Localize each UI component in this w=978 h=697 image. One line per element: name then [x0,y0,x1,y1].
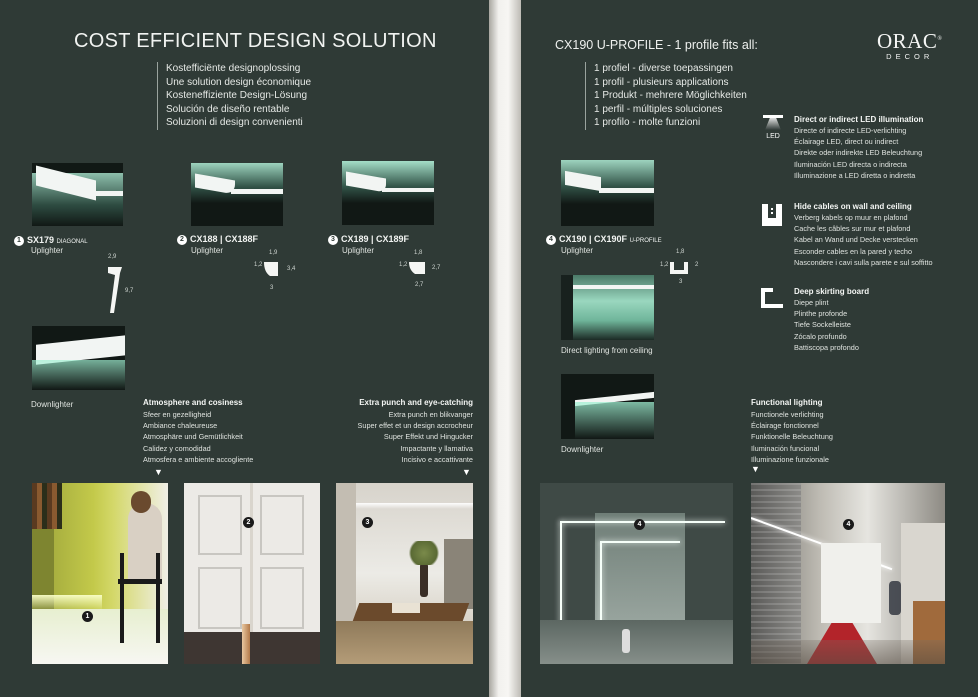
feature-text [794,212,933,268]
text-line: Zócalo profundo [794,331,847,341]
product-type: Uplighter [31,246,64,255]
product-type: Uplighter [342,246,375,255]
feature-heading: Deep skirting board [794,287,870,296]
product-code: CX188 | CX188F [190,234,259,244]
dimension-label: 1,2 [254,262,263,268]
product-label-cx190 [546,234,662,245]
product-code: SX179 [27,235,55,245]
product-image-cx190 [561,160,654,226]
photo-hallway-table [336,483,473,664]
photo-office-corridor [751,483,945,664]
downlighter-label: Downlighter [31,400,74,409]
dimension-label: 2,7 [432,265,441,271]
subtitle-line: Soluzioni di design convenienti [166,117,303,129]
product-image-sx179 [32,163,123,226]
functional-heading: Functional lighting [751,398,823,407]
text-line: Extra punch en blikvanger [388,410,473,419]
text-line: Diepe plint [794,298,829,307]
page-title: COST EFFICIENT DESIGN SOLUTION [74,30,437,52]
text-line: Plinthe profonde [794,309,848,319]
text-line: Super Effekt und Hingucker [383,432,473,442]
text-line: Cache les câbles sur mur et plafond [794,224,911,234]
subtitle-line: Solución de diseño rentable [166,103,290,115]
text-line: Iluminación funcional [751,443,820,453]
subtitle-line: 1 profilo - molte funzioni [594,117,701,129]
profile-section-cx190 [666,258,699,280]
right-page [521,0,978,697]
text-line: Iluminación LED directa o indirecta [794,159,907,169]
functional-text [751,409,833,465]
photo-badge: 4 [634,519,645,530]
text-line: Sfeer en gezelligheid [143,410,212,419]
dimension-label: 3 [679,279,683,285]
atmosphere-heading: Atmosphere and cosiness [143,398,243,407]
subtitle-line: Une solution design économique [166,76,312,88]
down-arrow-icon: ▼ [751,464,760,474]
product-code: CX190 | CX190F [559,234,628,244]
subtitle-line: 1 profil - plusieurs applications [594,76,729,88]
product-number: 2 [177,235,187,245]
text-line: Calidez y comodidad [143,443,211,453]
text-line: Direkte oder indirekte LED Beleuchtung [794,148,923,158]
product-image-downlighter [32,326,125,390]
photo-badge: 2 [243,517,254,528]
text-line: Kabel an Wand und Decke verstecken [794,235,918,245]
product-code: CX189 | CX189F [341,234,410,244]
product-suffix: U-PROFILE [629,238,662,244]
text-line: Impactante y llamativa [400,443,473,453]
down-arrow-icon: ▼ [154,467,163,477]
profile-section-cx188 [260,258,290,282]
text-line: Illuminazione funzionale [751,454,829,464]
product-type: Uplighter [561,246,594,255]
feature-text [794,125,922,181]
text-line: Funktionelle Beleuchtung [751,432,833,442]
logo-tag: DECOR [886,52,934,61]
text-line: Functionele verlichting [751,410,824,419]
text-line: Directe of indirecte LED-verlichting [794,126,907,135]
product-type: Uplighter [191,246,224,255]
photo-green-corridor [540,483,733,664]
dimension-label: 1,2 [660,262,669,268]
text-line: Illuminazione a LED diretta o indiretta [794,170,916,180]
text-line: Verberg kabels op muur en plafond [794,213,908,222]
photo-yellow-room [32,483,168,664]
dimension-label: 2,7 [415,282,424,288]
text-line: Ambiance chaleureuse [143,421,218,431]
feature-text [794,297,859,353]
dimension-label: 1,2 [399,262,408,268]
dimension-label: 1,8 [676,249,685,255]
text-line: Nascondere i cavi sulla parete e sul soffitto [794,257,933,267]
text-line: Éclairage LED, direct ou indirect [794,137,899,147]
dimension-label: 9,7 [125,288,134,294]
dimension-label: 1,8 [414,250,423,256]
product-image-cx188 [191,163,283,226]
photo-badge: 3 [362,517,373,528]
dimension-label: 1,9 [269,250,278,256]
text-line: Esconder cables en la pared y techo [794,246,913,256]
subtitle-line: 1 Produkt - mehrere Möglichkeiten [594,90,747,102]
product-image-cx189 [342,161,434,225]
photo-badge: 1 [82,611,93,622]
logo-name: ORAC [877,29,938,53]
logo-registered: ® [937,36,943,42]
downlighter-label: Downlighter [561,445,604,454]
feature-heading: Hide cables on wall and ceiling [794,202,912,211]
profile-section-cx189 [405,258,435,282]
down-arrow-icon: ▼ [462,467,471,477]
led-label: LED [766,133,780,140]
text-line: Battiscopa profondo [794,342,859,352]
text-line: Incisivo e accattivante [401,454,473,464]
product-suffix: DIAGONAL [56,239,88,245]
subtitle-list [157,62,311,130]
product-number: 1 [14,236,24,246]
dimension-label: 2 [695,262,699,268]
text-line: Super effet et un design accrocheur [357,421,473,431]
subtitle-line: Kosteneffiziente Design-Lösung [166,90,308,102]
photo-white-door [184,483,320,664]
product-number: 3 [328,235,338,245]
skirting-icon [761,288,783,308]
subtitle-line: Kostefficiënte designoplossing [166,63,301,74]
dimension-label: 3 [270,285,274,291]
led-icon [761,113,785,145]
product-label-cx189 [328,234,409,245]
dimension-label: 3,4 [287,266,296,272]
subtitle-list [585,62,747,130]
text-line: Atmosfera e ambiente accogliente [143,454,254,464]
cable-icon [762,204,782,226]
product-image-direct [561,275,654,340]
feature-heading: Direct or indirect LED illumination [794,115,924,124]
book-spine [489,0,521,697]
product-label-cx188 [177,234,258,245]
text-line: Atmosphäre und Gemütlichkeit [143,432,243,442]
product-label-sx179 [14,235,88,246]
subtitle-line: 1 profiel - diverse toepassingen [594,63,733,74]
product-number: 4 [546,235,556,245]
product-image-downlighter [561,374,654,439]
dimension-label: 2,9 [108,254,117,260]
subtitle-line: 1 perfil - múltiples soluciones [594,103,723,115]
profile-section-sx179 [100,255,140,320]
page-title: CX190 U-PROFILE - 1 profile fits all: [555,38,758,52]
orac-decor-logo [877,28,942,62]
atmosphere-text [143,409,253,465]
punch-text [343,409,473,465]
photo-badge: 4 [843,519,854,530]
text-line: Éclairage fonctionnel [751,421,819,431]
punch-heading: Extra punch and eye-catching [359,398,473,407]
text-line: Tiefe Sockelleiste [794,320,851,330]
direct-lighting-label: Direct lighting from ceiling [561,346,653,355]
